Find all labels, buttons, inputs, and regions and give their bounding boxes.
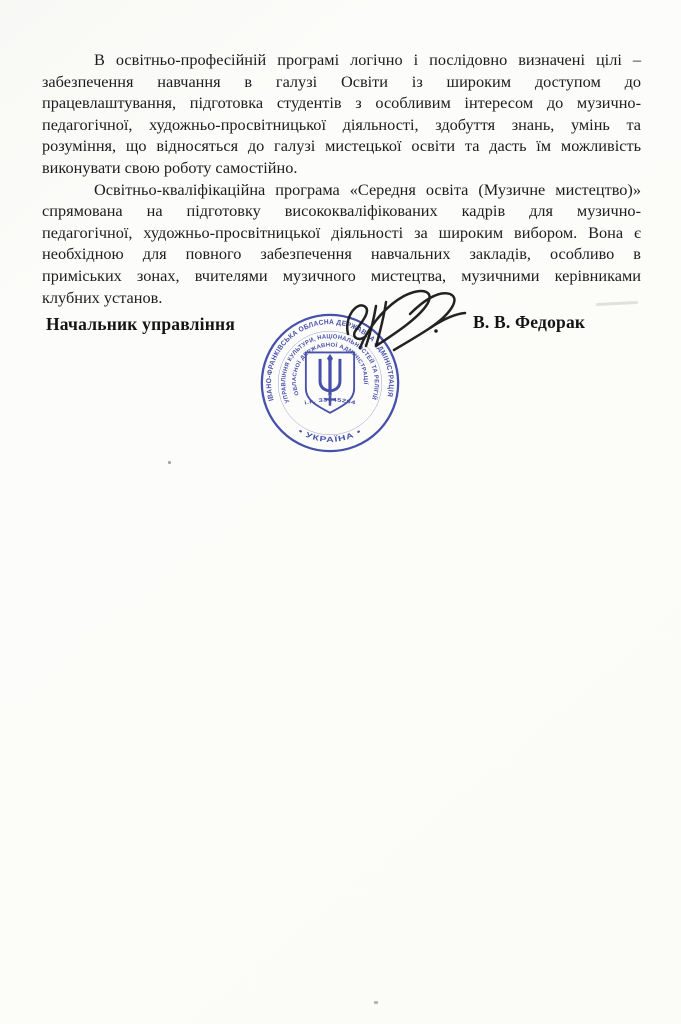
paragraph-1 xyxy=(42,49,641,179)
signatory-title: Начальник управління xyxy=(46,314,235,334)
document-line: клубних установ. xyxy=(42,287,163,307)
scan-artifact-speck xyxy=(168,461,171,464)
signature-stroke xyxy=(360,291,430,348)
signature-stroke xyxy=(347,305,367,339)
stamp-inner-ring-text: ОБЛАСНОЇ ДЕРЖАВНОЇ АДМІНІСТРАЦІЇ xyxy=(291,342,369,397)
signatory-name: В. В. Федорак xyxy=(473,312,586,332)
document-line: Освітньо-кваліфікаційна програма «Середня освіта (Музичне мистецтво)» xyxy=(94,179,641,199)
stamp-code-text: і.к. 33645264 xyxy=(303,397,355,407)
scan-artifact-speck xyxy=(374,1001,378,1004)
document-body xyxy=(42,49,641,308)
document-line: спрямована на підготовку висококваліфікованих кадрів для музично- xyxy=(42,201,641,221)
document-line: працевлаштування, підготовка студентів з особливим інтересом до музично- xyxy=(42,93,641,113)
document-line: В освітньо-професійній програмі логічно і послідовно визначені цілі – xyxy=(94,50,641,69)
stamp-outer-ring-text: ІВАНО-ФРАНКІВСЬКА ОБЛАСНА ДЕРЖАВНА АДМІНІСТРАЦІЯ xyxy=(265,318,395,402)
document-line: необхідною для повного забезпечення навчальних закладів, особливо в xyxy=(42,244,641,264)
document-line: приміських зонах, вчителями музичного мистецтва, музичними керівниками xyxy=(42,265,641,285)
document-line: забезпечення навчання в галузі Освіти із широким доступом до xyxy=(42,71,641,91)
handwritten-signature xyxy=(330,284,470,364)
stamp-middle-ring-text: УПРАВЛІННЯ КУЛЬТУРИ, НАЦІОНАЛЬНОСТЕЙ ТА РЕЛІГІЙ xyxy=(280,333,380,404)
signature-ink-dot xyxy=(434,329,438,333)
stamp-country-text: • УКРАЇНА • xyxy=(296,426,363,444)
document-line: педагогічної, художньо-просвітницької діяльності, здобуття знань, умінь та xyxy=(42,114,641,134)
trident-left-prong xyxy=(320,359,329,391)
document-line: розуміння, що відносяться до галузі мистецької освіти та дасть їм можливість xyxy=(42,136,641,156)
document-line: педагогічної, художньо-просвітницької діяльності за широким вибором. Вона є xyxy=(42,222,641,242)
signature-stroke xyxy=(394,293,454,350)
signature-stroke xyxy=(430,313,465,328)
svg-text:• УКРАЇНА • xyxy=(297,426,364,444)
document-line: виконувати свою роботу самостійно. xyxy=(42,157,298,177)
